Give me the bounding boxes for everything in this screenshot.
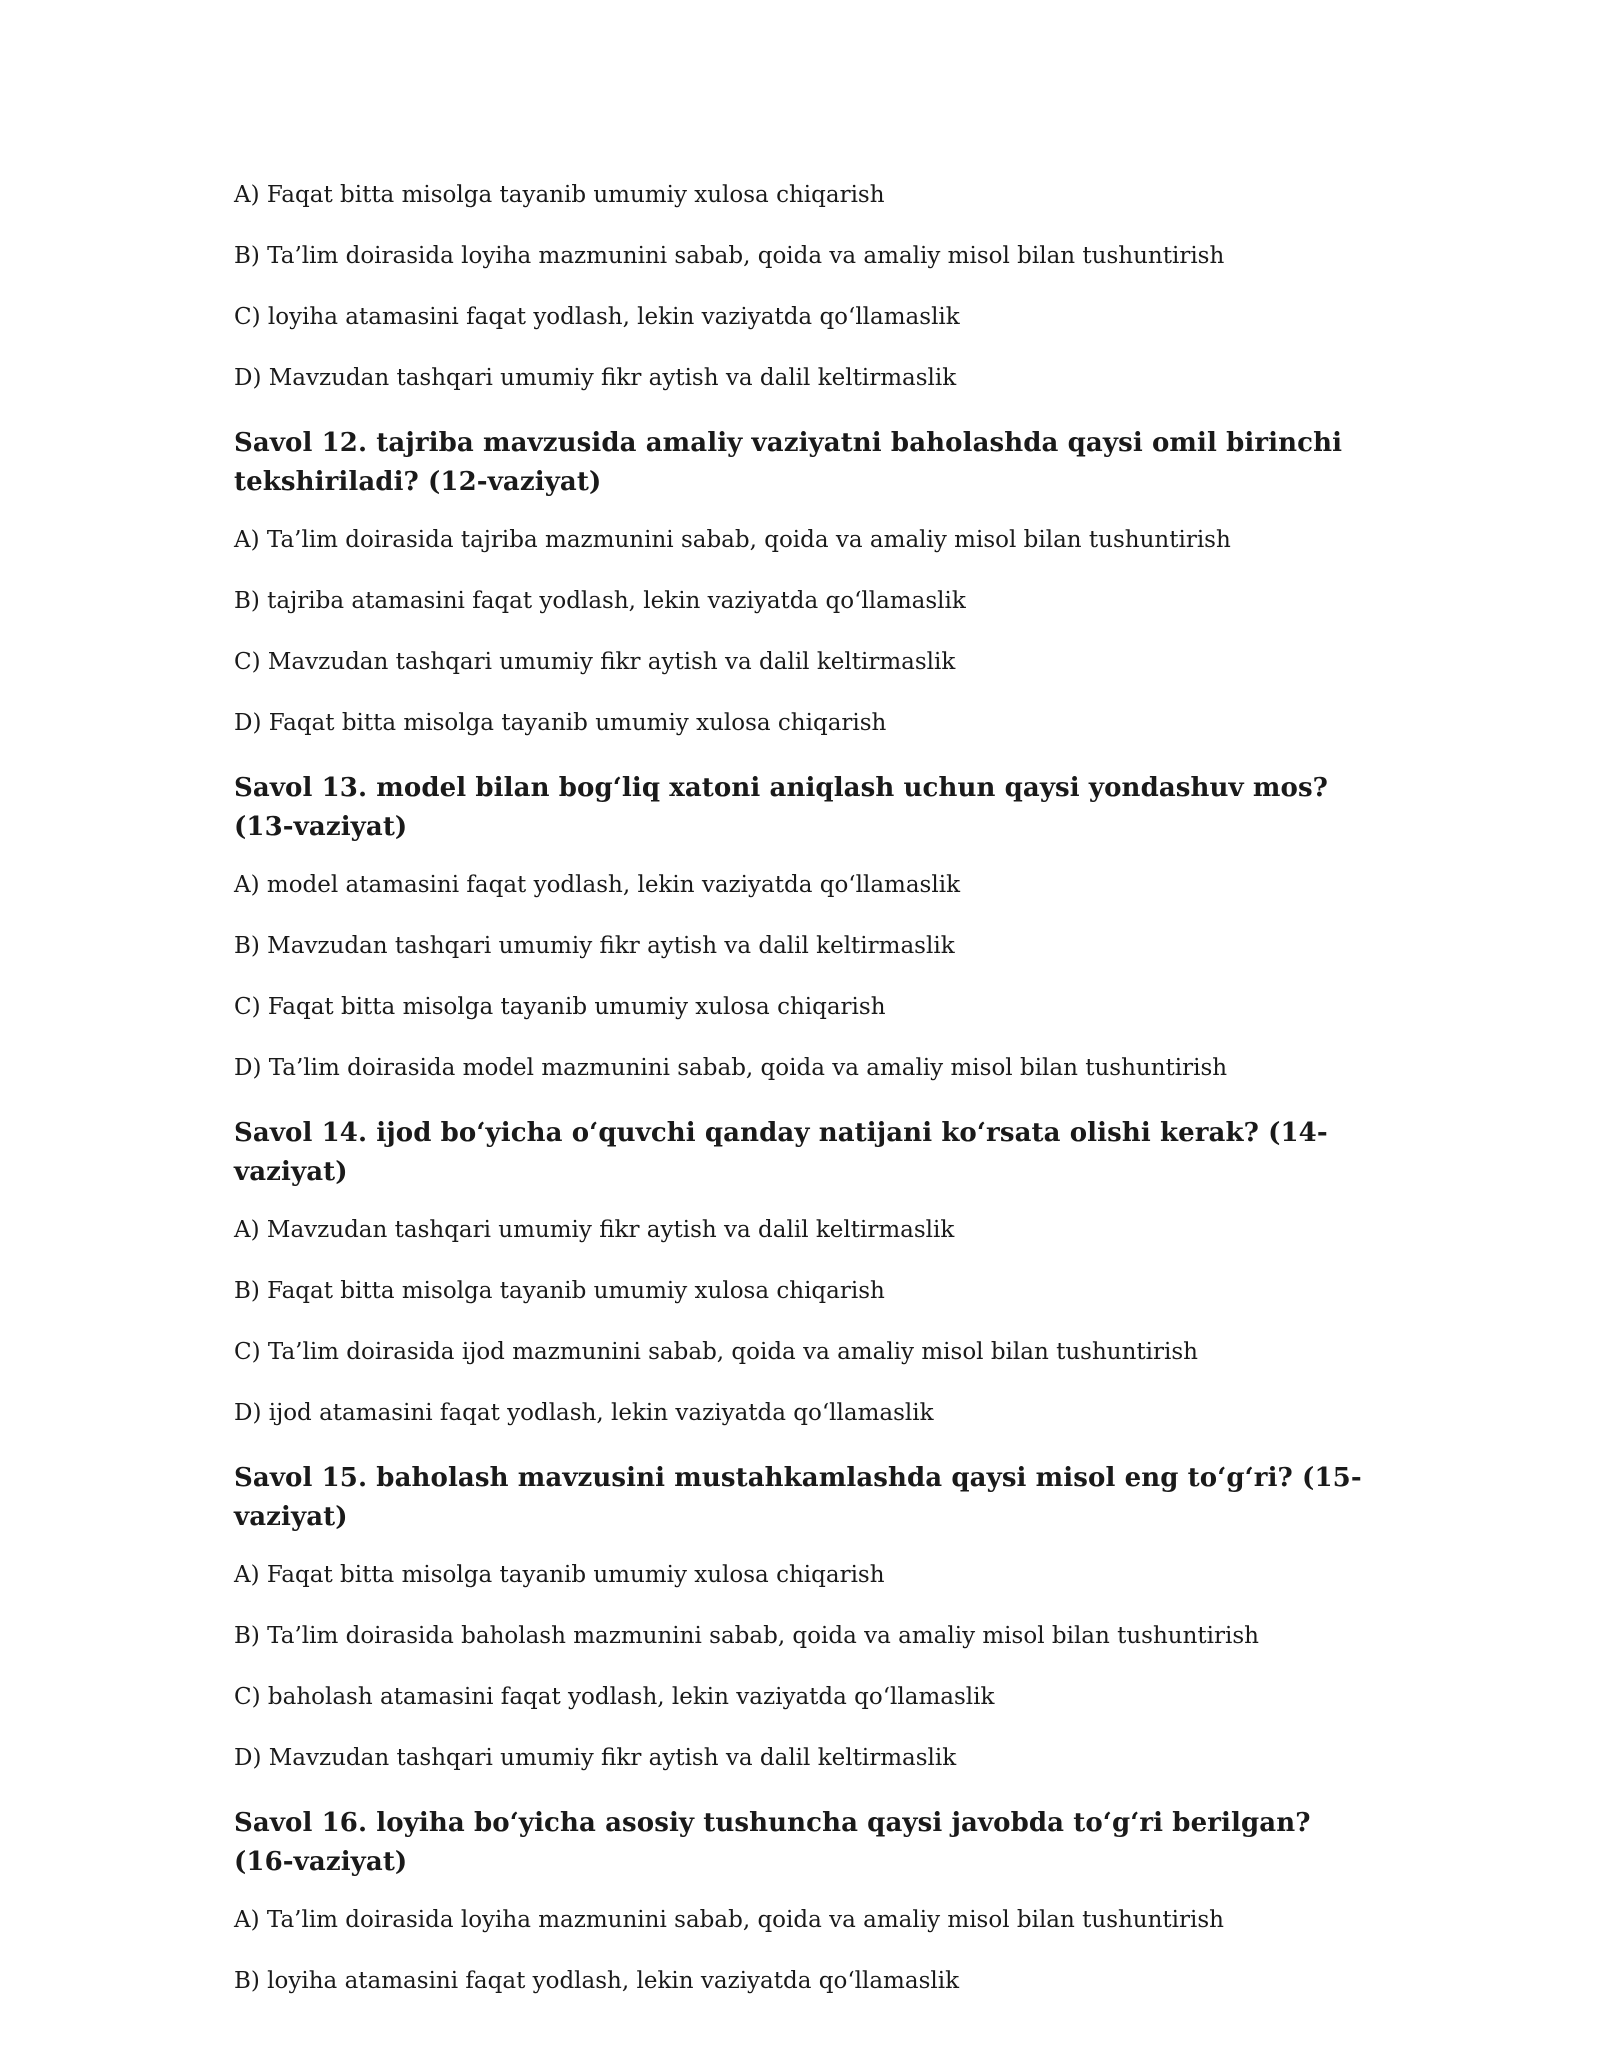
question-14	[234, 1114, 1374, 1428]
option-b: B) Ta’lim doirasida loyiha mazmunini sabab, qoida va amaliy misol bilan tushuntirish	[234, 243, 1225, 269]
option-b: B) Mavzudan tashqari umumiy fikr aytish va dalil keltirmaslik	[234, 933, 955, 959]
option-c: C) Faqat bitta misolga tayanib umumiy xulosa chiqarish	[234, 994, 886, 1020]
option-b: B) loyiha atamasini faqat yodlash, lekin vaziyatda qo‘llamaslik	[234, 1968, 960, 1994]
option-d: D) Ta’lim doirasida model mazmunini sabab, qoida va amaliy misol bilan tushuntirish	[234, 1055, 1228, 1081]
option-a: A) Mavzudan tashqari umumiy fikr aytish va dalil keltirmaslik	[234, 1217, 955, 1243]
option-c: C) Ta’lim doirasida ijod mazmunini sabab, qoida va amaliy misol bilan tushuntirish	[234, 1339, 1198, 1365]
option-c: C) baholash atamasini faqat yodlash, lekin vaziyatda qo‘llamaslik	[234, 1684, 995, 1710]
intro-options	[234, 180, 1374, 393]
question-title: Savol 14. ijod bo‘yicha o‘quvchi qanday natijani ko‘rsata olishi kerak? (14-vaziyat)	[234, 1118, 1328, 1187]
option-b: B) Ta’lim doirasida baholash mazmunini sabab, qoida va amaliy misol bilan tushuntirish	[234, 1623, 1259, 1649]
option-b: B) tajriba atamasini faqat yodlash, lekin vaziyatda qo‘llamaslik	[234, 588, 966, 614]
option-a: A) Ta’lim doirasida loyiha mazmunini sabab, qoida va amaliy misol bilan tushuntirish	[234, 1907, 1224, 1933]
question-title: Savol 16. loyiha bo‘yicha asosiy tushuncha qaysi javobda to‘g‘ri berilgan? (16-vaziyat)	[234, 1808, 1311, 1877]
question-title-line1: Savol 12. tajriba mavzusida amaliy vaziyatni baholashda qaysi omil birinchi	[234, 428, 1343, 458]
option-a: A) model atamasini faqat yodlash, lekin vaziyatda qo‘llamaslik	[234, 872, 961, 898]
question-title	[234, 424, 1374, 502]
option-a: A) Faqat bitta misolga tayanib umumiy xulosa chiqarish	[234, 1562, 885, 1588]
option-c: C) loyiha atamasini faqat yodlash, lekin vaziyatda qo‘llamaslik	[234, 304, 960, 330]
question-title: Savol 15. baholash mavzusini mustahkamlashda qaysi misol eng to‘g‘ri? (15-vaziyat)	[234, 1463, 1362, 1532]
question-title-line2: tekshiriladi? (12-vaziyat)	[234, 467, 602, 497]
document-page	[234, 180, 1374, 2027]
question-16	[234, 1804, 1374, 1996]
option-d: D) Mavzudan tashqari umumiy fikr aytish va dalil keltirmaslik	[234, 365, 957, 391]
option-d: D) Mavzudan tashqari umumiy fikr aytish va dalil keltirmaslik	[234, 1745, 957, 1771]
question-13	[234, 769, 1374, 1083]
option-a: A) Faqat bitta misolga tayanib umumiy xulosa chiqarish	[234, 182, 885, 208]
question-title: Savol 13. model bilan bog‘liq xatoni aniqlash uchun qaysi yondashuv mos? (13-vaziyat)	[234, 773, 1329, 842]
question-12	[234, 424, 1374, 738]
option-d: D) ijod atamasini faqat yodlash, lekin vaziyatda qo‘llamaslik	[234, 1400, 934, 1426]
question-15	[234, 1459, 1374, 1773]
option-d: D) Faqat bitta misolga tayanib umumiy xulosa chiqarish	[234, 710, 887, 736]
option-c: C) Mavzudan tashqari umumiy fikr aytish va dalil keltirmaslik	[234, 649, 956, 675]
option-a: A) Ta’lim doirasida tajriba mazmunini sabab, qoida va amaliy misol bilan tushuntirish	[234, 527, 1231, 553]
option-b: B) Faqat bitta misolga tayanib umumiy xulosa chiqarish	[234, 1278, 885, 1304]
